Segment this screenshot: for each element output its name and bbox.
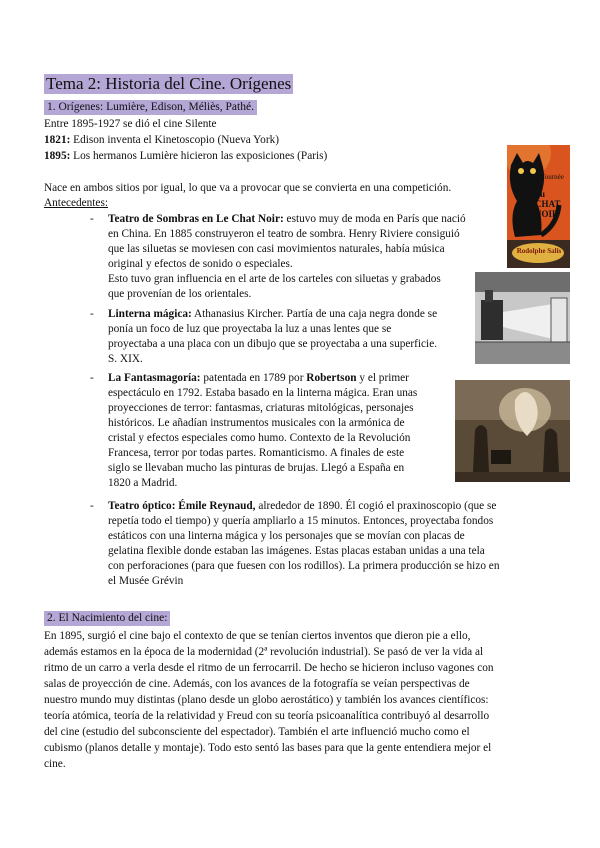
item-chat-noir — [108, 212, 478, 302]
item-line: históricos. Le añadían instrumentos musicales con la armónica de — [108, 417, 405, 429]
bullet-dash: - — [90, 308, 94, 320]
item-line: espectáculo en 1792. Estaba basado en la linterna mágica. Eran unas — [108, 387, 418, 399]
item-line: cristal y efectos especiales como humo. Contexto de la Revolución — [108, 432, 411, 444]
year-1895: 1895: — [44, 150, 71, 162]
item-line: Athanasius Kircher. Partía de una caja negra donde se — [191, 308, 438, 320]
paragraph-line: En 1895, surgió el cine bajo el contexto de que se tenían ciertos inventos que dieron pie a ello, — [44, 630, 471, 642]
paragraph-line: además estamos en la época de la modernidad (2ª revolución industrial). Se pasó de ver la vida al — [44, 646, 484, 658]
bullet-dash: - — [90, 500, 94, 512]
section-2-heading: 2. El Nacimiento del cine: — [44, 611, 170, 626]
magic-lantern-engraving — [475, 272, 570, 364]
item-line: que provenían de los orientales. — [108, 288, 252, 300]
fantasmagoria-engraving — [455, 380, 570, 482]
item-fantasmagoria — [108, 371, 448, 491]
item-line: proyectaba a una placa con un dibujo que se proyectaba a una superficie. — [108, 338, 438, 350]
item-term: Teatro de Sombras en Le Chat Noir: — [108, 213, 284, 225]
item-term: La Fantasmagoría: — [108, 372, 201, 384]
item-line: repetía todo el tiempo) y quería ampliarlo a 15 minutos. Entonces, proyectaba fondos — [108, 515, 494, 527]
item-linterna-magica — [108, 307, 468, 367]
lumiere-line — [44, 149, 327, 164]
poster-middle-text: du CHAT NOIR — [535, 189, 561, 219]
antecedentes-heading: Antecedentes: — [44, 197, 108, 209]
item-line: con perforaciones (para que fuesen con los rodillos). La primera producción se hizo en — [108, 560, 500, 572]
item-line: en China. En 1885 construyeron el teatro de sombra. Henry Riviere consiguió — [108, 228, 460, 240]
item-teatro-optico — [108, 499, 538, 589]
item-line: Francesa, terror por todas partes. Romanticismo. A finales de este — [108, 447, 405, 459]
item-line: estáticos con una linterna mágica y los personajes que se movían con placas de — [108, 530, 465, 542]
item-term: Linterna mágica: — [108, 308, 192, 320]
paragraph-line: cubismo (planos detalle y montaje). Todo esto sentó las bases para que la gente entendiera mejor el — [44, 742, 492, 754]
item-line: proyecciones de terror: fantasmas, criaturas mitológicas, personajes — [108, 402, 414, 414]
poster-top-text: Tournée — [541, 173, 564, 181]
item-line: ponía un foco de luz que proyectaba la luz a unas lentes que se — [108, 323, 392, 335]
chat-noir-poster-image — [507, 145, 570, 268]
item-line: S. XIX. — [108, 353, 143, 365]
lantern-projection-icon — [475, 272, 570, 364]
bullet-dash: - — [90, 372, 94, 384]
poster-bottom-text: Rodolphe Salis — [516, 247, 562, 255]
item-line: que las siluetas se moviesen con casi movimientos naturales, había música — [108, 243, 445, 255]
intro-paragraph: Nace en ambos sitios por igual, lo que va a provocar que se convierta en una competición. — [44, 182, 452, 194]
bullet-dash: - — [90, 213, 94, 225]
item-line: patentada en 1789 por — [200, 372, 307, 384]
silent-era-line: Entre 1895-1927 se dió el cine Silente — [44, 118, 217, 130]
paragraph-line: salas de proyección de cine. Además, con los avances de la fotografía se veían perspectivas de — [44, 678, 470, 690]
phantasmagoria-scene-icon — [455, 380, 570, 482]
kinetoscope-text: Edison inventa el Kinetoscopio (Nueva York) — [70, 134, 280, 146]
paragraph-line: nuestro mundo muy distintas (plano desde un globo aerostático) y también los avances científicos: — [44, 694, 489, 706]
kinetoscope-line — [44, 133, 279, 148]
paragraph-line: ritmo de un carro a verla desde el ritmo de un ferrocarril. De hecho se hicieron incluso vagones con — [44, 662, 494, 674]
item-line: 1820 a Madrid. — [108, 477, 178, 489]
item-line: alrededor de 1890. Él cogió el praxinoscopio (que se — [255, 500, 497, 512]
item-line: gelatina flexible donde estaban las imágenes. Estas placas estaban unidas a una tela — [108, 545, 485, 557]
page-title: Tema 2: Historia del Cine. Orígenes — [46, 74, 292, 93]
item-line: siglo se llevaban mucho las pinturas de brujas. Llegó a España en — [108, 462, 405, 474]
item-line: y el primer — [356, 372, 409, 384]
section-1-heading: 1. Orígenes: Lumière, Edison, Méliès, Pathé. — [44, 100, 257, 115]
paragraph-line: cine. — [44, 758, 66, 770]
paragraph-line: teoría atómica, teoría de la relatividad y Freud con su teoría psicoanalítica contribuyó al desarrollo — [44, 710, 490, 722]
birth-of-cinema-paragraph — [44, 628, 526, 772]
item-line: el Musée Grévin — [108, 575, 184, 587]
item-line: original y efectos de sonido o especiales. — [108, 258, 293, 270]
item-line: Esto tuvo gran influencia en el arte de los carteles con siluetas y grabados — [108, 273, 441, 285]
robertson-name: Robertson — [306, 372, 357, 384]
paragraph-line: del cine (estudio del subconsciente del espectador). También el arte influenció mucho como el — [44, 726, 470, 738]
item-line: estuvo muy de moda en París que nació — [283, 213, 466, 225]
year-1821: 1821: — [44, 134, 71, 146]
lumiere-text: Los hermanos Lumière hicieron las exposiciones (Paris) — [70, 150, 328, 162]
item-term: Teatro óptico: Émile Reynaud, — [108, 500, 256, 512]
